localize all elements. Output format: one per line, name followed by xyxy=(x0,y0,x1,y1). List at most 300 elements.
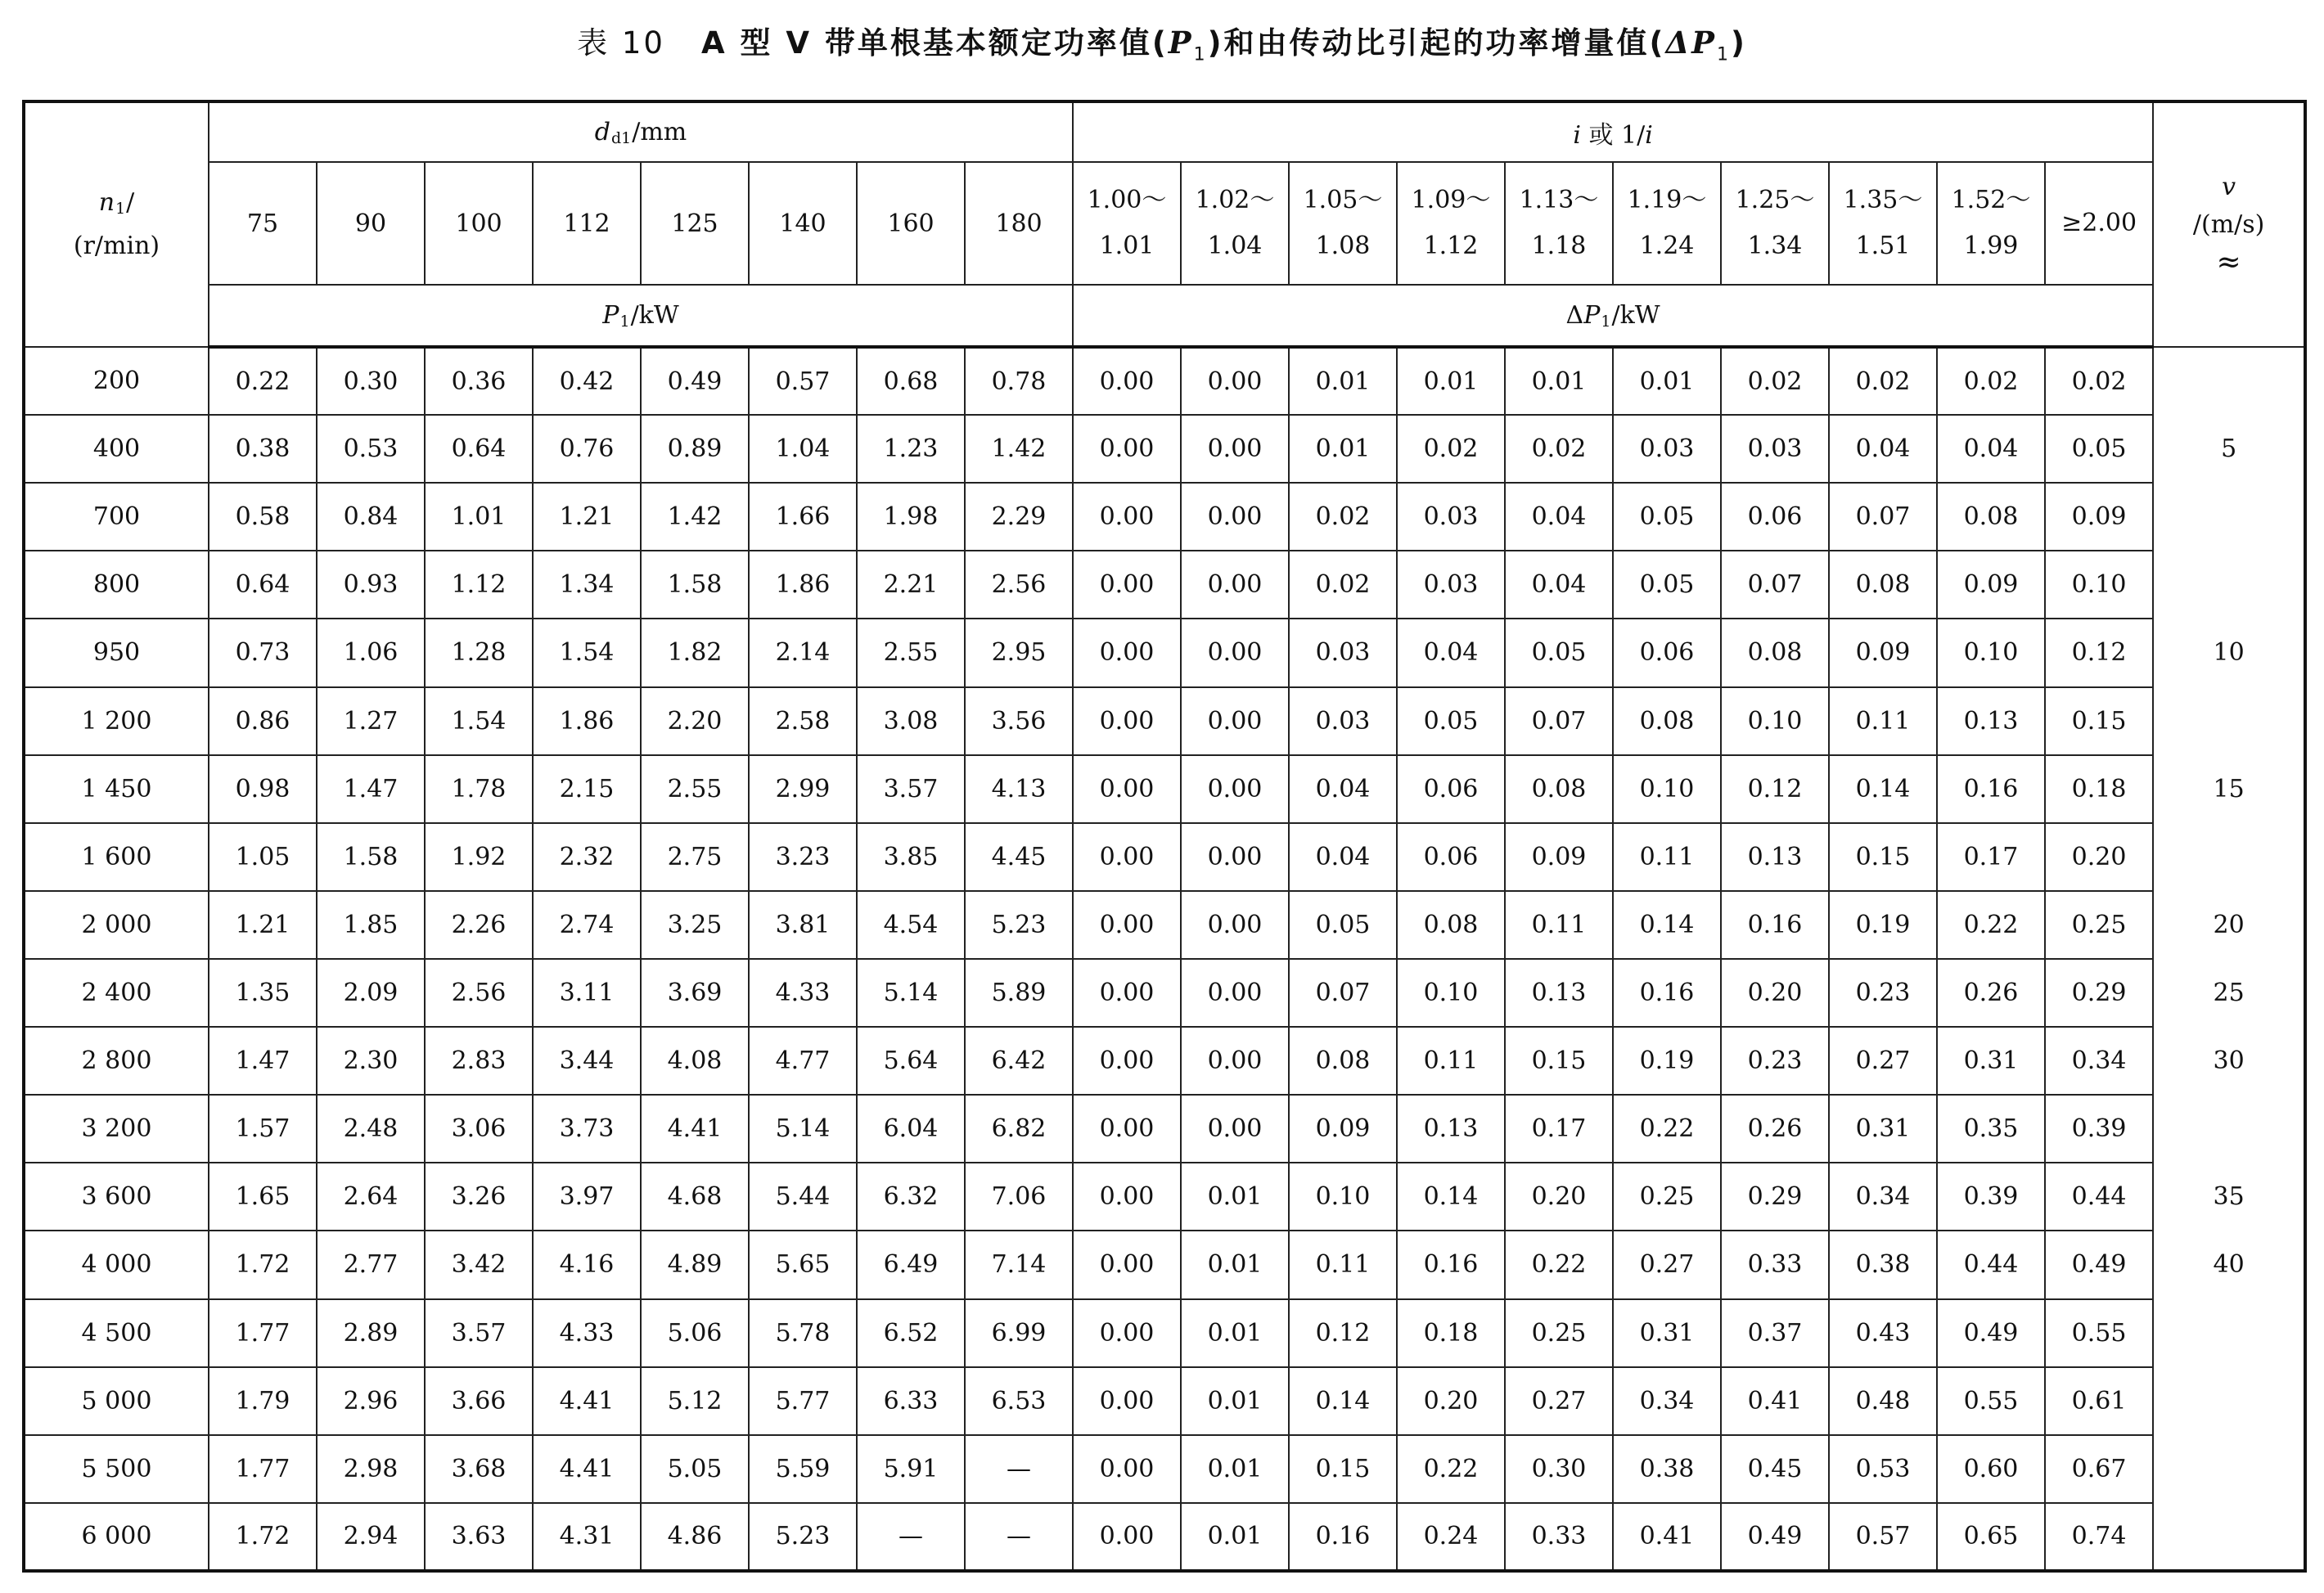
power-p1-cell: 1.85 xyxy=(317,891,425,959)
power-p1-cell: 1.57 xyxy=(209,1095,317,1163)
power-p1-cell: 2.96 xyxy=(317,1367,425,1435)
power-increment-cell: 0.41 xyxy=(1613,1503,1721,1571)
power-increment-cell: 0.00 xyxy=(1073,415,1181,483)
power-increment-cell: 0.34 xyxy=(1829,1163,1937,1231)
power-increment-cell: 0.00 xyxy=(1181,551,1289,619)
power-p1-cell: 2.09 xyxy=(317,959,425,1027)
power-p1-cell: 6.33 xyxy=(857,1367,965,1435)
dp1-header: $\Delta P_1/kW$ xyxy=(1073,285,2153,347)
power-p1-cell: 3.57 xyxy=(425,1299,533,1367)
belt-speed-cell: 25 xyxy=(2153,959,2305,1027)
power-p1-cell: 0.73 xyxy=(209,619,317,686)
power-p1-cell: 1.35 xyxy=(209,959,317,1027)
power-increment-cell: 0.00 xyxy=(1181,1027,1289,1095)
power-increment-cell: 0.10 xyxy=(1613,755,1721,823)
ratio-range-header: 1.19～ 1.24 xyxy=(1613,162,1721,285)
diameter-header: 140 xyxy=(749,162,857,285)
speed-n1-cell: 6 000 xyxy=(24,1503,209,1571)
power-p1-cell: 1.21 xyxy=(533,483,641,551)
power-p1-cell: 2.29 xyxy=(965,483,1073,551)
power-p1-cell: 4.41 xyxy=(641,1095,749,1163)
ratio-range-header: 1.05～ 1.08 xyxy=(1289,162,1397,285)
power-increment-cell: 0.18 xyxy=(1397,1299,1505,1367)
power-increment-cell: 0.10 xyxy=(2045,551,2153,619)
power-p1-cell: 5.12 xyxy=(641,1367,749,1435)
power-increment-cell: 0.41 xyxy=(1721,1367,1829,1435)
power-increment-cell: 0.12 xyxy=(2045,619,2153,686)
power-increment-cell: 0.44 xyxy=(1937,1231,2045,1298)
table-row xyxy=(24,1095,2305,1163)
power-increment-cell: 0.00 xyxy=(1073,483,1181,551)
power-increment-cell: 0.00 xyxy=(1073,1367,1181,1435)
power-p1-cell: 4.68 xyxy=(641,1163,749,1231)
power-increment-cell: 0.22 xyxy=(1505,1231,1613,1298)
power-increment-cell: 0.02 xyxy=(1721,347,1829,415)
power-increment-cell: 0.37 xyxy=(1721,1299,1829,1367)
power-p1-cell: 2.64 xyxy=(317,1163,425,1231)
power-increment-cell: 0.34 xyxy=(2045,1027,2153,1095)
power-p1-cell: 1.72 xyxy=(209,1231,317,1298)
power-p1-cell: 1.86 xyxy=(533,687,641,755)
power-p1-cell: 3.63 xyxy=(425,1503,533,1571)
power-increment-cell: 0.00 xyxy=(1181,347,1289,415)
power-increment-cell: 0.01 xyxy=(1181,1299,1289,1367)
power-increment-cell: 0.01 xyxy=(1181,1435,1289,1503)
power-p1-cell: 5.44 xyxy=(749,1163,857,1231)
power-increment-cell: 0.00 xyxy=(1073,1095,1181,1163)
power-p1-cell: 5.05 xyxy=(641,1435,749,1503)
power-p1-cell: 1.65 xyxy=(209,1163,317,1231)
power-increment-cell: 0.27 xyxy=(1829,1027,1937,1095)
power-p1-cell: 1.98 xyxy=(857,483,965,551)
power-p1-cell: 2.99 xyxy=(749,755,857,823)
power-p1-cell: 0.53 xyxy=(317,415,425,483)
power-increment-cell: 0.00 xyxy=(1073,1163,1181,1231)
power-p1-cell: 2.26 xyxy=(425,891,533,959)
power-increment-cell: 0.60 xyxy=(1937,1435,2045,1503)
power-increment-cell: 0.10 xyxy=(1289,1163,1397,1231)
power-p1-cell: 4.13 xyxy=(965,755,1073,823)
power-p1-cell: 0.98 xyxy=(209,755,317,823)
power-increment-cell: 0.22 xyxy=(1397,1435,1505,1503)
belt-speed-cell xyxy=(2153,687,2305,755)
speed-n1-cell: 200 xyxy=(24,347,209,415)
power-p1-cell: 2.30 xyxy=(317,1027,425,1095)
power-increment-cell: 0.22 xyxy=(1613,1095,1721,1163)
power-p1-cell: 0.58 xyxy=(209,483,317,551)
power-increment-cell: 0.03 xyxy=(1721,415,1829,483)
belt-speed-cell: 15 xyxy=(2153,755,2305,823)
power-p1-cell: 3.25 xyxy=(641,891,749,959)
p1-header: $P_1/kW$ xyxy=(209,285,1073,347)
n1-header: $n_1/$ (r/min) xyxy=(24,101,209,347)
power-increment-cell: 0.20 xyxy=(2045,823,2153,891)
power-increment-cell: 0.20 xyxy=(1397,1367,1505,1435)
power-increment-cell: 0.05 xyxy=(1505,619,1613,686)
power-increment-cell: 0.10 xyxy=(1397,959,1505,1027)
ratio-range-header: 1.02～ 1.04 xyxy=(1181,162,1289,285)
power-increment-cell: 0.10 xyxy=(1721,687,1829,755)
power-increment-cell: 0.15 xyxy=(1289,1435,1397,1503)
power-increment-cell: 0.00 xyxy=(1181,755,1289,823)
power-increment-cell: 0.14 xyxy=(1289,1367,1397,1435)
speed-n1-cell: 1 200 xyxy=(24,687,209,755)
power-p1-cell: 5.06 xyxy=(641,1299,749,1367)
power-increment-cell: 0.00 xyxy=(1073,959,1181,1027)
power-increment-cell: 0.01 xyxy=(1181,1231,1289,1298)
power-p1-cell: 5.65 xyxy=(749,1231,857,1298)
power-increment-cell: 0.04 xyxy=(1289,823,1397,891)
power-p1-cell: 4.41 xyxy=(533,1435,641,1503)
belt-speed-cell: 40 xyxy=(2153,1231,2305,1298)
power-increment-cell: 0.55 xyxy=(2045,1299,2153,1367)
power-increment-cell: 0.03 xyxy=(1289,687,1397,755)
power-p1-cell: 0.22 xyxy=(209,347,317,415)
speed-n1-cell: 950 xyxy=(24,619,209,686)
power-increment-cell: 0.13 xyxy=(1937,687,2045,755)
speed-n1-cell: 1 600 xyxy=(24,823,209,891)
power-increment-cell: 0.00 xyxy=(1181,415,1289,483)
power-increment-cell: 0.39 xyxy=(1937,1163,2045,1231)
power-p1-cell: 6.99 xyxy=(965,1299,1073,1367)
power-increment-cell: 0.34 xyxy=(1613,1367,1721,1435)
power-p1-cell: 0.68 xyxy=(857,347,965,415)
power-increment-cell: 0.27 xyxy=(1613,1231,1721,1298)
belt-speed-cell: 35 xyxy=(2153,1163,2305,1231)
diameter-header: 180 xyxy=(965,162,1073,285)
power-increment-cell: 0.09 xyxy=(1937,551,2045,619)
power-p1-cell: 6.52 xyxy=(857,1299,965,1367)
power-p1-cell: 3.11 xyxy=(533,959,641,1027)
power-increment-cell: 0.02 xyxy=(1505,415,1613,483)
ratio-range-header: 1.13～ 1.18 xyxy=(1505,162,1613,285)
power-p1-cell: — xyxy=(965,1435,1073,1503)
diameter-header: 75 xyxy=(209,162,317,285)
power-p1-cell: 4.33 xyxy=(533,1299,641,1367)
power-increment-cell: 0.10 xyxy=(1937,619,2045,686)
power-increment-cell: 0.06 xyxy=(1397,823,1505,891)
belt-speed-cell xyxy=(2153,1095,2305,1163)
power-p1-cell: 4.31 xyxy=(533,1503,641,1571)
power-increment-cell: 0.00 xyxy=(1073,551,1181,619)
power-increment-cell: 0.20 xyxy=(1505,1163,1613,1231)
power-p1-cell: 5.23 xyxy=(965,891,1073,959)
power-p1-cell: 6.53 xyxy=(965,1367,1073,1435)
power-p1-cell: 2.75 xyxy=(641,823,749,891)
power-increment-cell: 0.08 xyxy=(1829,551,1937,619)
power-increment-cell: 0.14 xyxy=(1613,891,1721,959)
power-increment-cell: 0.12 xyxy=(1289,1299,1397,1367)
power-increment-cell: 0.53 xyxy=(1829,1435,1937,1503)
power-p1-cell: 2.48 xyxy=(317,1095,425,1163)
power-p1-cell: 6.32 xyxy=(857,1163,965,1231)
power-increment-cell: 0.24 xyxy=(1397,1503,1505,1571)
ratio-range-header: ≥2.00 xyxy=(2045,162,2153,285)
power-p1-cell: 1.77 xyxy=(209,1299,317,1367)
power-increment-cell: 0.07 xyxy=(1505,687,1613,755)
power-p1-cell: 1.21 xyxy=(209,891,317,959)
power-increment-cell: 0.03 xyxy=(1289,619,1397,686)
table-row xyxy=(24,619,2305,686)
power-increment-cell: 0.38 xyxy=(1829,1231,1937,1298)
power-p1-cell: 5.89 xyxy=(965,959,1073,1027)
power-increment-cell: 0.00 xyxy=(1073,755,1181,823)
power-increment-cell: 0.01 xyxy=(1505,347,1613,415)
power-p1-cell: 2.21 xyxy=(857,551,965,619)
power-increment-cell: 0.06 xyxy=(1721,483,1829,551)
speed-n1-cell: 4 000 xyxy=(24,1231,209,1298)
power-p1-cell: 3.81 xyxy=(749,891,857,959)
power-increment-cell: 0.00 xyxy=(1073,687,1181,755)
power-p1-cell: 1.72 xyxy=(209,1503,317,1571)
power-increment-cell: 0.67 xyxy=(2045,1435,2153,1503)
power-increment-cell: 0.16 xyxy=(1721,891,1829,959)
power-increment-cell: 0.04 xyxy=(1829,415,1937,483)
power-increment-cell: 0.11 xyxy=(1505,891,1613,959)
power-increment-cell: 0.00 xyxy=(1181,823,1289,891)
table-row xyxy=(24,891,2305,959)
power-p1-cell: 1.58 xyxy=(641,551,749,619)
power-p1-cell: 5.23 xyxy=(749,1503,857,1571)
power-p1-cell: 5.14 xyxy=(857,959,965,1027)
belt-speed-cell xyxy=(2153,1299,2305,1367)
power-p1-cell: 4.89 xyxy=(641,1231,749,1298)
power-increment-cell: 0.08 xyxy=(1397,891,1505,959)
power-increment-cell: 0.05 xyxy=(1289,891,1397,959)
power-p1-cell: 1.42 xyxy=(641,483,749,551)
power-increment-cell: 0.01 xyxy=(1181,1503,1289,1571)
power-p1-cell: 2.74 xyxy=(533,891,641,959)
power-increment-cell: 0.16 xyxy=(1613,959,1721,1027)
power-increment-cell: 0.05 xyxy=(1613,551,1721,619)
power-increment-cell: 0.29 xyxy=(1721,1163,1829,1231)
power-p1-cell: 4.41 xyxy=(533,1367,641,1435)
power-increment-cell: 0.06 xyxy=(1613,619,1721,686)
power-p1-cell: 1.54 xyxy=(533,619,641,686)
power-increment-cell: 0.06 xyxy=(1397,755,1505,823)
table-row xyxy=(24,1163,2305,1231)
speed-n1-cell: 5 500 xyxy=(24,1435,209,1503)
power-p1-cell: 2.58 xyxy=(749,687,857,755)
speed-n1-cell: 3 200 xyxy=(24,1095,209,1163)
power-increment-cell: 0.00 xyxy=(1181,483,1289,551)
title-sub-2: 1 xyxy=(1716,44,1731,65)
speed-n1-cell: 800 xyxy=(24,551,209,619)
power-increment-cell: 0.25 xyxy=(1613,1163,1721,1231)
power-p1-cell: 2.55 xyxy=(857,619,965,686)
power-increment-cell: 0.25 xyxy=(1505,1299,1613,1367)
power-p1-cell: 1.66 xyxy=(749,483,857,551)
power-p1-cell: 0.78 xyxy=(965,347,1073,415)
table-row xyxy=(24,483,2305,551)
power-p1-cell: 1.86 xyxy=(749,551,857,619)
power-p1-cell: 0.84 xyxy=(317,483,425,551)
power-increment-cell: 0.02 xyxy=(1289,483,1397,551)
power-increment-cell: 0.09 xyxy=(1289,1095,1397,1163)
power-p1-cell: 1.06 xyxy=(317,619,425,686)
power-increment-cell: 0.11 xyxy=(1289,1231,1397,1298)
power-increment-cell: 0.01 xyxy=(1289,415,1397,483)
title-text-1: A 型 V 带单根基本额定功率值( xyxy=(700,25,1169,61)
power-increment-cell: 0.08 xyxy=(1289,1027,1397,1095)
power-increment-cell: 0.05 xyxy=(1397,687,1505,755)
power-p1-cell: 5.64 xyxy=(857,1027,965,1095)
power-increment-cell: 0.16 xyxy=(1289,1503,1397,1571)
power-p1-cell: 1.82 xyxy=(641,619,749,686)
table-row xyxy=(24,687,2305,755)
power-p1-cell: 3.06 xyxy=(425,1095,533,1163)
speed-header: v /(m/s) ≈ xyxy=(2153,101,2305,347)
power-increment-cell: 0.13 xyxy=(1397,1095,1505,1163)
power-increment-cell: 0.16 xyxy=(1937,755,2045,823)
power-increment-cell: 0.35 xyxy=(1937,1095,2045,1163)
power-p1-cell: 1.01 xyxy=(425,483,533,551)
title-var-p: P xyxy=(1168,25,1194,61)
power-increment-cell: 0.57 xyxy=(1829,1503,1937,1571)
title-var-delta-p: ΔP xyxy=(1665,25,1717,61)
power-p1-cell: 2.98 xyxy=(317,1435,425,1503)
diameter-header: 125 xyxy=(641,162,749,285)
belt-speed-cell xyxy=(2153,483,2305,551)
power-increment-cell: 0.49 xyxy=(2045,1231,2153,1298)
power-p1-cell: 4.45 xyxy=(965,823,1073,891)
power-increment-cell: 0.00 xyxy=(1181,959,1289,1027)
power-increment-cell: 0.07 xyxy=(1721,551,1829,619)
power-increment-cell: 0.13 xyxy=(1721,823,1829,891)
power-p1-cell: 0.36 xyxy=(425,347,533,415)
power-p1-cell: 3.08 xyxy=(857,687,965,755)
power-increment-cell: 0.05 xyxy=(1613,483,1721,551)
speed-n1-cell: 5 000 xyxy=(24,1367,209,1435)
power-p1-cell: 6.82 xyxy=(965,1095,1073,1163)
power-increment-cell: 0.01 xyxy=(1613,347,1721,415)
power-p1-cell: 6.42 xyxy=(965,1027,1073,1095)
power-p1-cell: 1.77 xyxy=(209,1435,317,1503)
power-p1-cell: 0.42 xyxy=(533,347,641,415)
belt-speed-cell xyxy=(2153,1435,2305,1503)
power-p1-cell: 3.69 xyxy=(641,959,749,1027)
speed-n1-cell: 2 800 xyxy=(24,1027,209,1095)
power-increment-cell: 0.08 xyxy=(1505,755,1613,823)
power-increment-cell: 0.17 xyxy=(1937,823,2045,891)
power-p1-cell: 0.86 xyxy=(209,687,317,755)
power-p1-cell: 4.86 xyxy=(641,1503,749,1571)
power-increment-cell: 0.16 xyxy=(1397,1231,1505,1298)
table-row xyxy=(24,1503,2305,1571)
power-increment-cell: 0.26 xyxy=(1937,959,2045,1027)
power-increment-cell: 0.31 xyxy=(1829,1095,1937,1163)
power-increment-cell: 0.19 xyxy=(1613,1027,1721,1095)
power-increment-cell: 0.49 xyxy=(1721,1503,1829,1571)
power-p1-cell: 1.27 xyxy=(317,687,425,755)
table-row xyxy=(24,1231,2305,1298)
power-p1-cell: 2.14 xyxy=(749,619,857,686)
ratio-range-header: 1.09～ 1.12 xyxy=(1397,162,1505,285)
power-p1-cell: 1.23 xyxy=(857,415,965,483)
table-row xyxy=(24,823,2305,891)
power-p1-cell: 2.32 xyxy=(533,823,641,891)
power-increment-cell: 0.08 xyxy=(1721,619,1829,686)
power-increment-cell: 0.00 xyxy=(1073,347,1181,415)
power-increment-cell: 0.23 xyxy=(1829,959,1937,1027)
belt-speed-cell xyxy=(2153,551,2305,619)
power-p1-cell: 6.04 xyxy=(857,1095,965,1163)
power-p1-cell: — xyxy=(857,1503,965,1571)
power-increment-cell: 0.02 xyxy=(2045,347,2153,415)
power-p1-cell: 0.38 xyxy=(209,415,317,483)
power-increment-cell: 0.48 xyxy=(1829,1367,1937,1435)
power-p1-cell: 1.47 xyxy=(317,755,425,823)
speed-n1-cell: 1 450 xyxy=(24,755,209,823)
power-increment-cell: 0.04 xyxy=(1505,483,1613,551)
power-increment-cell: 0.01 xyxy=(1289,347,1397,415)
power-increment-cell: 0.11 xyxy=(1397,1027,1505,1095)
power-increment-cell: 0.61 xyxy=(2045,1367,2153,1435)
belt-speed-cell xyxy=(2153,1503,2305,1571)
power-p1-cell: 6.49 xyxy=(857,1231,965,1298)
power-p1-cell: 3.85 xyxy=(857,823,965,891)
power-increment-cell: 0.02 xyxy=(1397,415,1505,483)
power-increment-cell: 0.04 xyxy=(1937,415,2045,483)
speed-n1-cell: 2 000 xyxy=(24,891,209,959)
power-increment-cell: 0.01 xyxy=(1181,1163,1289,1231)
power-p1-cell: 1.28 xyxy=(425,619,533,686)
power-p1-cell: 1.12 xyxy=(425,551,533,619)
power-increment-cell: 0.65 xyxy=(1937,1503,2045,1571)
power-increment-cell: 0.29 xyxy=(2045,959,2153,1027)
power-p1-cell: 2.15 xyxy=(533,755,641,823)
power-p1-cell: 3.26 xyxy=(425,1163,533,1231)
power-increment-cell: 0.00 xyxy=(1073,1503,1181,1571)
power-p1-cell: 7.14 xyxy=(965,1231,1073,1298)
power-increment-cell: 0.00 xyxy=(1181,891,1289,959)
power-increment-cell: 0.14 xyxy=(1829,755,1937,823)
ratio-range-header: 1.00～ 1.01 xyxy=(1073,162,1181,285)
belt-speed-cell xyxy=(2153,1367,2305,1435)
power-increment-cell: 0.09 xyxy=(2045,483,2153,551)
power-increment-cell: 0.00 xyxy=(1073,619,1181,686)
power-p1-cell: 4.77 xyxy=(749,1027,857,1095)
power-increment-cell: 0.08 xyxy=(1613,687,1721,755)
power-increment-cell: 0.19 xyxy=(1829,891,1937,959)
power-p1-cell: 2.83 xyxy=(425,1027,533,1095)
belt-speed-cell: 5 xyxy=(2153,415,2305,483)
ratio-range-header: 1.25～ 1.34 xyxy=(1721,162,1829,285)
power-increment-cell: 0.02 xyxy=(1289,551,1397,619)
power-increment-cell: 0.03 xyxy=(1397,483,1505,551)
power-increment-cell: 0.00 xyxy=(1073,1435,1181,1503)
power-increment-cell: 0.12 xyxy=(1721,755,1829,823)
power-increment-cell: 0.01 xyxy=(1397,347,1505,415)
speed-n1-cell: 400 xyxy=(24,415,209,483)
power-increment-cell: 0.04 xyxy=(1289,755,1397,823)
power-increment-cell: 0.00 xyxy=(1073,891,1181,959)
power-increment-cell: 0.27 xyxy=(1505,1367,1613,1435)
power-p1-cell: 3.66 xyxy=(425,1367,533,1435)
power-increment-cell: 0.13 xyxy=(1505,959,1613,1027)
power-p1-cell: 2.89 xyxy=(317,1299,425,1367)
power-p1-cell: 2.20 xyxy=(641,687,749,755)
power-p1-cell: 0.93 xyxy=(317,551,425,619)
power-increment-cell: 0.02 xyxy=(1937,347,2045,415)
power-increment-cell: 0.45 xyxy=(1721,1435,1829,1503)
power-p1-cell: 5.59 xyxy=(749,1435,857,1503)
power-increment-cell: 0.07 xyxy=(1829,483,1937,551)
power-p1-cell: 1.58 xyxy=(317,823,425,891)
power-increment-cell: 0.04 xyxy=(1505,551,1613,619)
power-increment-cell: 0.44 xyxy=(2045,1163,2153,1231)
ratio-header: i 或 1/i xyxy=(1073,101,2153,162)
